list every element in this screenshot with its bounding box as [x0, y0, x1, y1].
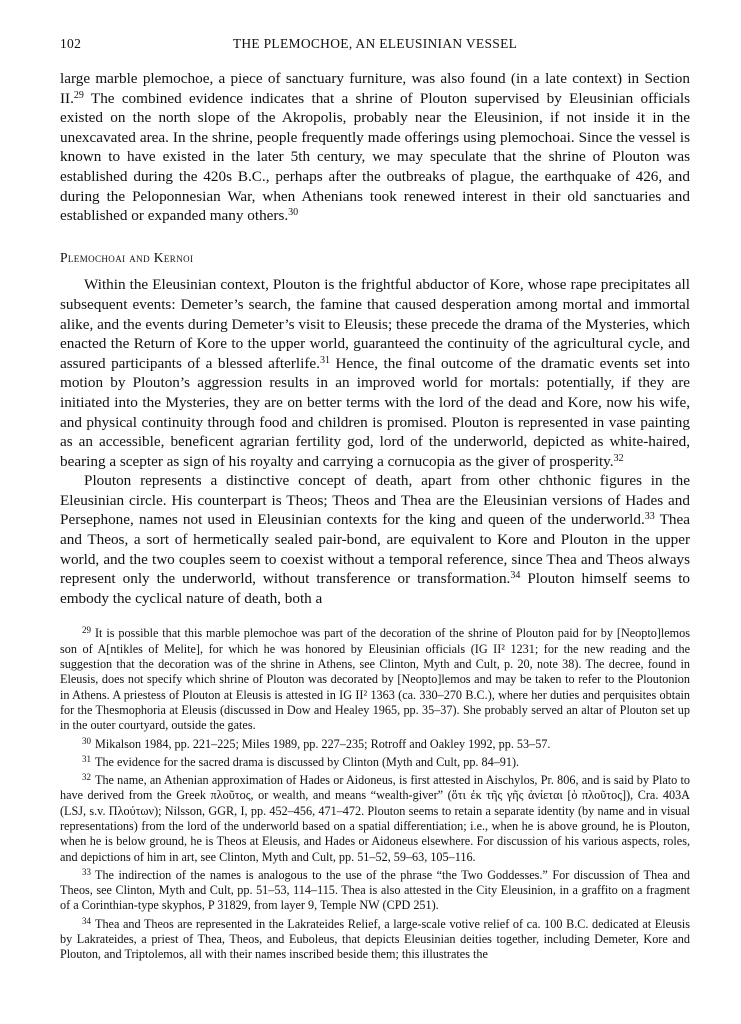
footnote-ref: 31: [319, 354, 330, 366]
footnote-text: The indirection of the names is analogous to the use of the phrase “the Two Goddesses.” For discussion of Thea and Theos, see Clinton, Myth and Cult, pp. 51–53, 114–115. Thea is also attested in the City Eleusinion, in a graffito on a fragment of a Corinthian-type skyphos, P 31829, from layer 9, Temple NW (CPD 251).: [60, 867, 690, 913]
footnote: [60, 734, 690, 752]
paragraph-1: [60, 69, 690, 226]
footnote-text: It is possible that this marble plemochoe was part of the decoration of the shrine of Plouton paid for by [Neopto]lemos son of A[ntikles of Melite], for which he was honored by Eleusinian officials (IG II² 1231; for the new reading and the suggestion that the decoration was of the shrine in Athens, see Clinton, Myth and Cult, p. 20, note 38). The decree, found in Eleusis, does not specify which shrine of Plouton was decorated by [Neopto]lemos and may be taken to refer to the Ploutonion in Athens. A priestess of Plouton at Eleusis is attested in IG II² 1363 (ca. 330–270 B.C.), where her duties and perquisites obtain for the Thesmophoria at Eleusis (discussed in Dow and Healey 1965, pp. 35–37). She probably served an altar of Plouton set up in the outer courtyard, outside the gates.: [60, 626, 690, 733]
footnote-number: 31: [82, 753, 91, 764]
footnote: [60, 865, 690, 914]
footnote-number: 29: [82, 625, 91, 636]
footnote-ref: 34: [510, 570, 521, 582]
footnote-ref: 30: [288, 207, 299, 219]
footnote-number: 32: [82, 772, 91, 783]
page-number: 102: [60, 36, 82, 51]
footnote-ref: 32: [613, 452, 624, 464]
footnotes: [60, 623, 690, 962]
footnote-text: The evidence for the sacred drama is discussed by Clinton (Myth and Cult, pp. 84–91).: [95, 754, 520, 769]
running-title: THE PLEMOCHOE, AN ELEUSINIAN VESSEL: [232, 36, 518, 51]
footnote-number: 30: [82, 735, 91, 746]
paragraph-2: [60, 275, 690, 471]
text-span: Plouton represents a distinctive concept of death, apart from other chthonic figures in the Eleusinian circle. His counterpart is Theos; Theos and Thea are the Eleusinian versions of Hades and Persephone, names not used in Eleusinian contexts for the king and queen of the underworld.: [60, 472, 690, 529]
text-span: Hence, the final outcome of the dramatic events set into motion by Plouton’s aggression results in an improved world for mortals: potentially, if they are initiated into the Mysteries, they are on better terms with the lord of the dead and Kore, now his wife, and physical continuity through food and children is promised. Plouton is represented in vase painting as an accessible, beneficent agrarian fertility god, lord of the underworld, depicted as white-haired, bearing a scepter as sign of his royalty and carrying a cornucopia as the giver of prosperity.: [60, 354, 690, 470]
footnote: [60, 914, 690, 963]
footnote-number: 33: [82, 866, 91, 877]
running-header: [60, 36, 690, 52]
main-text: [60, 69, 690, 608]
footnote: [60, 752, 690, 770]
text-span: large marble plemochoe, a piece of sanctuary furniture, was also found (in a late context) in Section II.: [60, 70, 690, 107]
paragraph-3: [60, 471, 690, 608]
section-heading: Plemochoai and Kernoi: [60, 249, 194, 265]
footnote-text: Mikalson 1984, pp. 221–225; Miles 1989, pp. 227–235; Rotroff and Oakley 1992, pp. 53–57.: [95, 736, 551, 751]
text-span: The combined evidence indicates that a shrine of Plouton supervised by Eleusinian officials existed on the north slope of the Akropolis, probably near the Eleusinion, if not inside it in the unexcavated area. In the shrine, people frequently made offerings using plemochoai. Since the vessel is known to have existed in the later 5th century, we may speculate that the shrine of Plouton was established during the 420s B.C., perhaps after the outbreaks of plague, the earthquake of 426, and during the Peloponnesian War, when Athenians took renewed interest in their old sanctuaries and established or expanded many others.: [60, 89, 690, 225]
text-span: Thea and Theos, a sort of hermetically sealed pair-bond, are equivalent to Kore and Plouton in the upper world, and the two couples seem to coexist without a temporal reference, since Thea and Theos always represent only the underworld, without transference or transformation.: [60, 511, 690, 588]
footnote-text: Thea and Theos are represented in the Lakrateides Relief, a large-scale votive relief of ca. 100 B.C. dedicated at Eleusis by Lakrateides, a priest of Thea, Theos, and Euboleus, that depicts Eleusinian deities together, including Demeter, Kore and Plouton, and Triptolemos, all with their names inscribed beside them; this illustrates the: [60, 916, 690, 962]
page: [60, 36, 690, 963]
footnote-number: 34: [82, 915, 91, 926]
footnote: [60, 770, 690, 865]
footnote-text: The name, an Athenian approximation of Hades or Aidoneus, is first attested in Aischylos, Pr. 806, and is said by Plato to have derived from the Greek πλοῦτος, or wealth, and means “wealth-giver” (ὅτι ἐκ τῆς γῆς ἀνίεται [ὁ πλοῦτος]), Cra. 403A (LSJ, s.v. Πλούτων); Nilsson, GGR, I, pp. 452–456, 471–472. Plouton seems to retain a separate identity (by name and in visual representations) from the lord of the underworld based on a spatial differentiation; i.e., when he is above ground, he is Plouton, when he is below ground, he is Theos at Eleusis, and Hades or Aidoneus elsewhere. For discussion of his various aspects, roles, and depictions of him in art, see Clinton, Myth and Cult, pp. 51–52, 59–63, 105–116.: [60, 773, 690, 864]
footnote: [60, 623, 690, 733]
text-span: Within the Eleusinian context, Plouton is the frightful abductor of Kore, whose rape precipitates all subsequent events: Demeter’s search, the famine that caused desperation among mortal and immortal alike, and the events during Demeter’s visit to Eleusis; these precede the drama of the Mysteries, which enacted the Return of Kore to the upper world, guaranteed the continuity of the agricultural cycle, and assured participants of a blessed afterlife.: [60, 276, 690, 372]
text-span: Plouton himself seems to embody the cyclical nature of death, both a: [60, 570, 691, 607]
footnote-ref: 33: [644, 511, 655, 523]
footnote-ref: 29: [73, 89, 84, 101]
